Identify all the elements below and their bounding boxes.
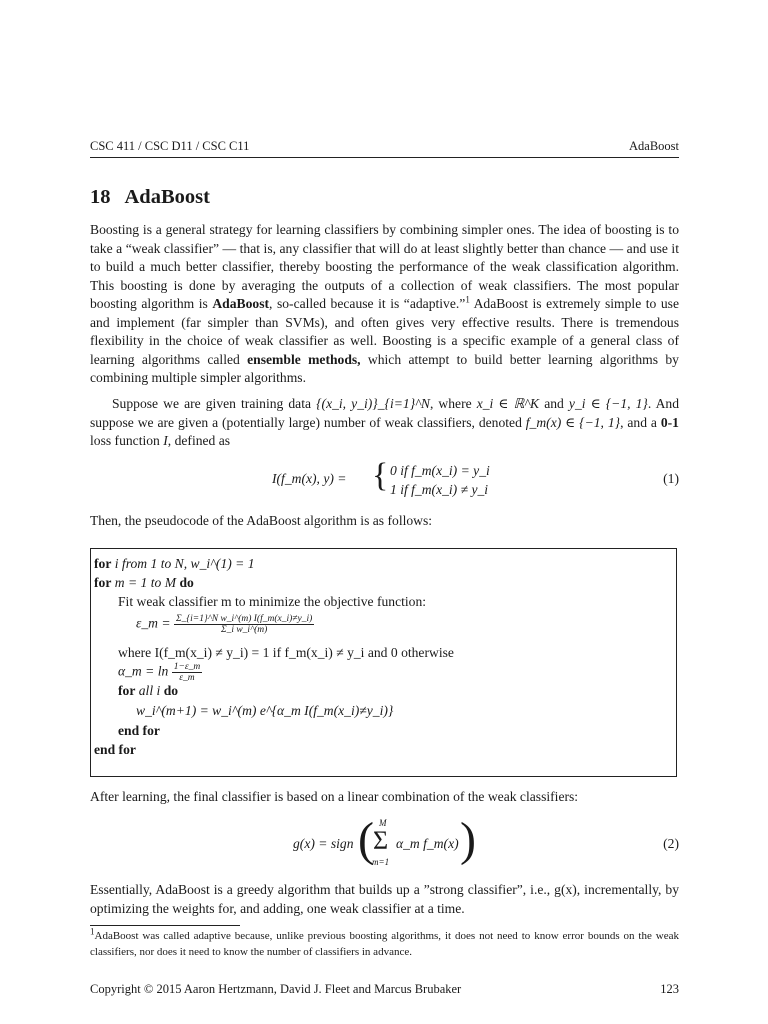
- equation-lhs: g(x) = sign: [293, 836, 354, 851]
- text-run: loss function: [90, 433, 164, 448]
- equation-case-2: 1 if f_m(x_i) ≠ y_i: [390, 482, 489, 497]
- footnote-text: AdaBoost was called adaptive because, unlike previous boosting algorithms, it does not need to know error bounds on the weak classifiers, nor does it need to know the number of classifiers in advance.: [90, 930, 679, 958]
- fraction-denominator: ε_m: [179, 673, 195, 683]
- math-inline: y_i ∈ {−1, 1}: [568, 396, 648, 411]
- algo-line-5: where I(f_m(x_i) ≠ y_i) = 1 if f_m(x_i) ≠ y_i and 0 otherwise: [118, 645, 454, 660]
- bold-term: 0-1: [660, 414, 679, 430]
- running-header: [90, 139, 679, 158]
- text-run: Boosting is a general strategy for learning classifiers by combining simpler ones. The idea of boosting is to take a “weak classifier” — that is, any classifier that will do at least slightly better than chance — and use it to build a much better classifier, thereby boosting the performance of the weak classification algorithm. This boosting is done by averaging the outputs of a collection of weak classifiers. The most popular boosting algorithm is: [90, 222, 679, 311]
- after-learning-text: After learning, the final classifier is based on a linear combination of the weak classifiers:: [90, 789, 579, 804]
- fraction: [172, 662, 203, 683]
- algo-text: ε_m =: [136, 615, 171, 631]
- algo-text: α_m = ln: [118, 663, 169, 679]
- equation-number: (1): [663, 471, 679, 486]
- algo-line-2: [94, 575, 194, 591]
- keyword: end for: [118, 723, 160, 738]
- text-run: . And suppose we are given a (potentially large) number of weak classifiers, denoted: [90, 396, 680, 430]
- equation-1: [90, 457, 679, 502]
- keyword: do: [163, 683, 179, 698]
- algo-line-8: w_i^(m+1) = w_i^(m) e^{α_m I(f_m(x_i)≠y_i)}: [136, 703, 394, 718]
- chapter-name: AdaBoost: [629, 139, 679, 153]
- equation-number: (2): [663, 836, 679, 851]
- math-inline: {(x_i, y_i)}_{i=1}^N: [316, 396, 430, 411]
- equation-2: [90, 813, 679, 872]
- conclusion-paragraph: Essentially, AdaBoost is a greedy algorithm that builds up a ”strong classifier”, i.e., g(x), incrementally, by optimizing the weights for, and adding, one weak classifier at a time.: [90, 882, 679, 916]
- sum-upper-limit: M: [379, 818, 387, 828]
- equation-case-1: 0 if f_m(x_i) = y_i: [390, 463, 490, 478]
- footnote-mark: 1: [90, 926, 95, 937]
- text-run: , where: [429, 396, 477, 411]
- sigma-glyph: Σ: [373, 826, 389, 855]
- text-run: , defined as: [167, 433, 231, 448]
- text-run: Suppose we are given training data: [112, 396, 317, 411]
- keyword: for: [94, 556, 112, 571]
- section-title: AdaBoost: [124, 186, 210, 208]
- section-heading: [90, 186, 210, 209]
- setup-paragraph: [90, 395, 679, 451]
- math-inline: x_i ∈ ℝ^K: [476, 396, 540, 411]
- text-run: , so-called because it is “adaptive.”: [269, 296, 466, 311]
- page-number: 123: [660, 982, 679, 996]
- fraction-denominator: Σ_i w_i^(m): [220, 625, 268, 635]
- keyword: do: [179, 575, 194, 590]
- left-paren-glyph: (: [358, 813, 374, 866]
- algo-line-4: [136, 614, 314, 635]
- algo-line-6: [118, 662, 202, 683]
- right-paren-glyph: ): [460, 813, 476, 866]
- sum-lower-limit: m=1: [372, 857, 390, 867]
- text-run: AdaBoost is extremely simple to use and implement (far simpler than SVMs), and often gives very effective results. There is tremendous flexibility in the choice of weak classifier as well. Boosting is a specific example of a general class of learning algorithms called: [90, 296, 680, 367]
- fraction: [174, 614, 314, 635]
- intro-paragraph: [90, 221, 679, 388]
- bold-term: ensemble methods,: [247, 351, 361, 367]
- section-number: 18: [90, 186, 111, 208]
- summand: α_m f_m(x): [396, 836, 459, 851]
- text-run: which attempt to build better learning algorithms by combining multiple simpler algorithms.: [90, 351, 679, 385]
- fraction-numerator: 1−ε_m: [173, 662, 201, 672]
- equation-lhs: I(f_m(x), y) =: [272, 471, 347, 486]
- footnote: [90, 926, 679, 960]
- fraction-numerator: Σ_{i=1}^N w_i^(m) I(f_m(x_i)≠y_i): [175, 614, 313, 624]
- footnote-mark: 1: [465, 294, 470, 305]
- algo-line-7: [118, 683, 178, 699]
- pseudocode-intro: Then, the pseudocode of the AdaBoost algorithm is as follows:: [90, 513, 433, 528]
- algo-line-9: [118, 723, 160, 739]
- math-inline: I: [163, 433, 168, 448]
- keyword: end for: [94, 742, 136, 757]
- copyright: Copyright © 2015 Aaron Hertzmann, David J. Fleet and Marcus Brubaker: [90, 982, 462, 996]
- algo-line-10: [94, 742, 136, 758]
- pseudocode-box: [90, 548, 677, 777]
- bold-term: AdaBoost: [212, 296, 270, 311]
- algo-text: i from 1 to N, w_i^(1) = 1: [111, 556, 255, 571]
- math-inline: f_m(x) ∈ {−1, 1}: [525, 414, 621, 430]
- text-run: , and a: [620, 414, 661, 430]
- algo-text: m = 1 to M: [111, 575, 180, 590]
- page-footer: [90, 982, 679, 997]
- algo-text: all i: [135, 683, 164, 698]
- footnote-divider: [90, 925, 240, 926]
- brace-glyph: {: [372, 457, 389, 494]
- course-code: CSC 411 / CSC D11 / CSC C11: [90, 139, 250, 153]
- text-run: and: [539, 396, 569, 411]
- algo-line-1: [94, 556, 255, 572]
- keyword: for: [118, 683, 136, 698]
- algo-line-3: Fit weak classifier m to minimize the objective function:: [118, 594, 427, 609]
- keyword: for: [94, 575, 112, 590]
